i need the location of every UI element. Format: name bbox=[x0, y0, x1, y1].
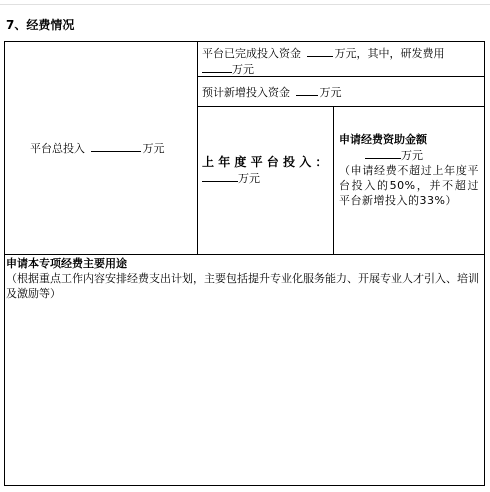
last-year-unit: 万元 bbox=[238, 172, 260, 185]
total-investment-unit: 万元 bbox=[142, 142, 165, 155]
planned-blank[interactable] bbox=[296, 84, 318, 96]
completed-blank[interactable] bbox=[307, 45, 333, 57]
request-amount-note: （申请经费不超过上年度平台投入的50%，并不超过平台新增投入的33%） bbox=[339, 164, 479, 207]
request-amount-title: 申请经费资助金额 bbox=[339, 133, 427, 146]
planned-investment bbox=[202, 84, 342, 100]
planned-unit: 万元 bbox=[319, 86, 342, 99]
planned-label: 预计新增投入资金 bbox=[202, 86, 290, 99]
rd-cost-unit: 万元 bbox=[232, 63, 254, 76]
request-amount-unit: 万元 bbox=[401, 149, 423, 162]
last-year-label: 上年度平台投入： bbox=[202, 155, 332, 169]
section-title: 7、经费情况 bbox=[6, 18, 75, 32]
usage-input-area[interactable] bbox=[5, 300, 484, 484]
request-amount-blank[interactable] bbox=[365, 147, 401, 159]
rd-cost-blank[interactable] bbox=[202, 61, 232, 73]
last-year-investment bbox=[202, 154, 330, 186]
usage-note: （根据重点工作内容安排经费支出计划，主要包括提升专业化服务能力、开展专业人才引入、培训及激励等） bbox=[6, 272, 479, 300]
completed-investment bbox=[202, 45, 482, 77]
request-amount bbox=[339, 132, 479, 208]
usage-title: 申请本专项经费主要用途 bbox=[6, 257, 127, 270]
usage-section bbox=[6, 256, 482, 301]
last-year-blank[interactable] bbox=[202, 170, 238, 182]
total-investment bbox=[30, 140, 165, 156]
completed-label: 平台已完成投入资金 bbox=[202, 47, 301, 60]
total-investment-label: 平台总投入 bbox=[30, 142, 85, 155]
total-investment-blank[interactable] bbox=[91, 140, 141, 152]
completed-unit-mid: 万元，其中，研发费用 bbox=[334, 47, 445, 60]
